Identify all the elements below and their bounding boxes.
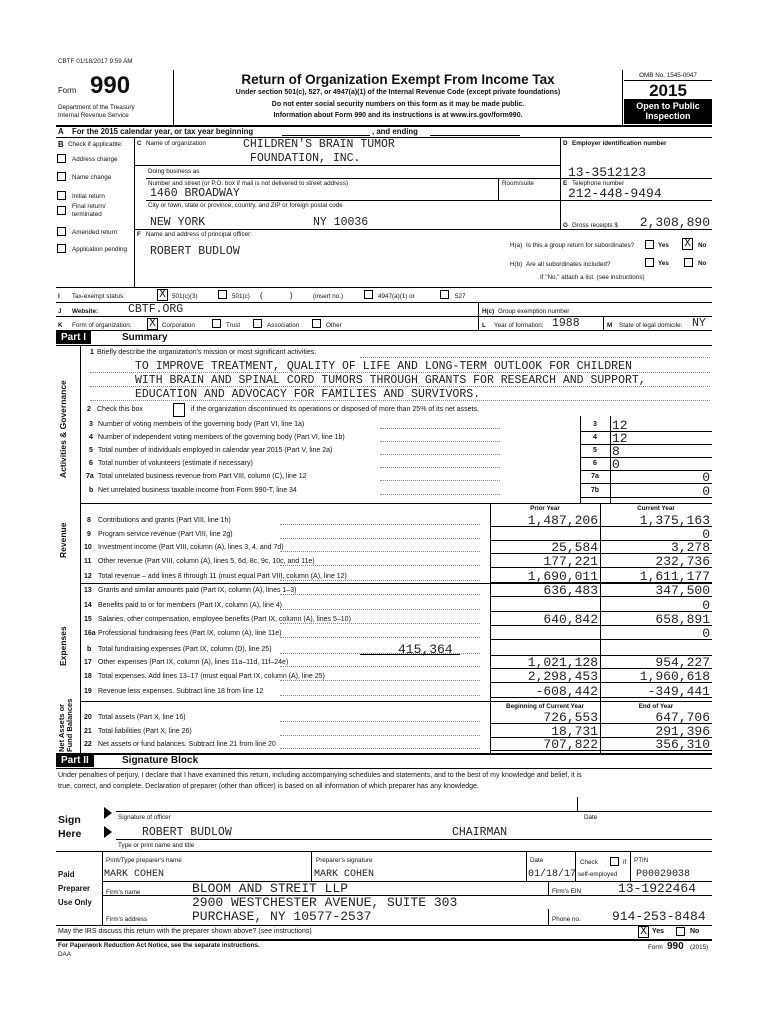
gov-line-value: 0 [612,457,620,472]
discuss-yes-label: Yes [652,928,665,935]
hb-note: If "No," attach a list. (see instructions) [540,274,645,281]
preparer-label: Preparer [58,884,91,893]
row-label: Professional fundraising fees (Part IX, column (A), line 11e) [98,630,282,637]
row-label: Contributions and grants (Part VIII, line 1h) [98,517,231,524]
part1-title: Summary [122,332,168,343]
city: NEW YORK [150,216,206,229]
beginning-year-header: Beginning of Current Year [506,703,584,710]
gov-line-value: 0 [702,470,710,485]
form-number: 990 [90,72,131,99]
other-checkbox[interactable] [312,319,321,328]
check-if-applicable: Check if applicable: [68,141,123,148]
gov-line-box: 6 [593,460,597,467]
form-subtitle: Under section 501(c), 527, or 4947(a)(1) of the Internal Revenue Code (except private foundations) [235,89,561,96]
paid-label: Paid [58,870,75,879]
firm-ein: 13-1922464 [618,881,697,896]
domicile-label: State of legal domicile: [619,322,683,329]
form-label: Form [58,86,77,95]
gov-line-num: b [89,487,94,494]
perjury-line-1: Under penalties of perjury, I declare that I have examined this return, including accompanying schedules and statements, and to the best of my knowledge and belief, it is [58,772,582,779]
prior-year-value: 1,021,128 [527,655,598,670]
part1-tag: Part I [56,331,91,344]
final-return-label: Final return/ [72,203,106,210]
gov-line-text: Number of voting members of the governing body (Part VI, line 1a) [98,421,305,428]
row-num: 22 [84,741,92,748]
website-value: CBTF.ORG [128,303,184,316]
mission-line-1: TO IMPROVE TREATMENT, QUALITY OF LIFE AND LONG-TERM OUTLOOK FOR CHILDREN [135,360,632,373]
preparer-signature: MARK COHEN [314,869,375,880]
hb-no-label: No [698,260,707,267]
row-label: Benefits paid to or for members (Part IX, column (A), line 4) [98,602,283,609]
box-b-label: B [58,140,64,149]
year-formation-label: Year of formation: [494,322,544,329]
ha-yes-checkbox[interactable] [645,240,654,249]
prior-year-header: Prior Year [530,505,560,512]
group-exemption-label: Group exemption number [498,308,570,315]
prior-year-value: 640,842 [543,612,598,627]
prior-year-value: 18,731 [551,724,598,739]
paren-close: ) [290,291,293,300]
amended-return-label: Amended return [72,229,118,236]
subordinates-question: Are all subordinates included? [526,261,611,268]
paperwork-notice: For Paperwork Reduction Act Notice, see the separate instructions. [58,942,260,949]
current-year-value: 356,310 [655,737,710,752]
org-name-line2: FOUNDATION, INC. [250,152,361,165]
self-employed-checkbox[interactable] [610,857,619,866]
4947-label: 4947(a)(1) or [378,293,415,300]
row-label: Other revenue (Part VIII, column (A), lines 5, 6d, 8c, 9c, 10c, and 11e) [98,558,315,565]
preparer-phone: 914-253-8484 [612,909,706,924]
firm-address-line2: PURCHASE, NY 10577-2537 [192,909,372,924]
current-year-value: 232,736 [655,554,710,569]
box-f-label: F [137,231,141,238]
here-label: Here [58,828,82,840]
row-label: Grants and similar amounts paid (Part IX, column (A), lines 1–3) [98,587,297,594]
type-name-label: Type or print name and title [118,842,195,849]
omb-number: OMB No. 1545-0047 [639,72,697,79]
gov-line-box: 7b [590,487,600,494]
row-num: 14 [84,602,92,609]
gov-line-box: 7a [591,473,599,480]
print-stamp: CBTF 01/18/2017 9:59 AM [58,58,133,65]
prior-year-value: 25,584 [551,540,598,555]
irs-label: Internal Revenue Service [58,112,129,119]
instructions-link: Information about Form 990 and its instructions is at www.irs.gov/form990. [273,112,523,119]
phone-value: 212-448-9494 [568,186,662,201]
ha-tag: H(a) [510,242,523,249]
ha-no-checkbox[interactable]: X [682,238,693,250]
mission-line-3: EDUCATION AND ADVOCACY FOR FAMILIES AND SURVIVORS. [135,388,481,401]
box-g-label: G [563,222,568,229]
gov-line-value: 0 [702,484,710,499]
association-checkbox[interactable] [253,319,262,328]
row-label: Revenue less expenses. Subtract line 18 from line 12 [98,688,264,695]
gov-line-text: Net unrelated business taxable income from Form 990-T, line 34 [98,487,297,494]
row-num: 9 [87,531,91,538]
firm-name: BLOOM AND STREIT LLP [192,881,349,896]
gov-line-num: 5 [89,447,93,454]
website-label: Website: [72,308,99,315]
sign-date-label: Date [584,814,598,821]
part2-title: Signature Block [122,755,199,766]
amended-return-checkbox[interactable] [57,227,66,236]
row-label: Investment income (Part VIII, column (A), lines 3, 4, and 7d) [98,544,284,551]
4947-checkbox[interactable] [364,290,373,299]
gov-line-text: Total unrelated business revenue from Part VIII, column (C), line 12 [98,473,307,480]
current-year-header: Current Year [637,505,675,512]
inspection: Inspection [645,111,691,121]
self-employed-label: self-employed [578,871,618,878]
street-address: 1460 BROADWAY [150,187,240,200]
current-year-value: 1,375,163 [639,513,710,528]
footer-form-year: (2015) [690,944,709,951]
row-num: 10 [84,544,92,551]
sign-arrow-1-icon [104,807,112,819]
hc-tag: H(c) [482,308,495,315]
hb-yes-checkbox[interactable] [645,258,654,267]
side-net-assets: Net Assets or Fund Balances [57,698,74,752]
prior-year-value: 177,221 [543,554,598,569]
row-num: 20 [84,714,92,721]
footer-form-word: Form [648,944,663,951]
preparer-name: MARK COHEN [104,869,165,880]
row-label: Total revenue – add lines 8 through 11 (must equal Part VIII, column (A), line 12) [98,573,347,580]
side-revenue: Revenue [58,522,68,558]
row-label: Total expenses. Add lines 13–17 (must equal Part IX, column (A), line 25) [98,673,325,680]
row-num: b [87,646,92,653]
phone-label: Telephone number [572,180,625,187]
principal-officer-label: Name and address of principal officer: [146,231,252,238]
row-label: Other expenses (Part IX, column (A), lines 11a–11d, 11f–24e) [98,659,289,666]
prior-year-value: 636,483 [543,583,598,598]
mission-line-2: WITH BRAIN AND SPINAL CORD TUMORS THROUGH GRANTS FOR RESEARCH AND SUPPORT, [135,374,646,387]
corporation-label: Corporation [162,322,195,329]
preparer-date-label: Date [530,857,544,864]
ha-no-label: No [698,242,707,249]
line-l-label: L [482,322,486,329]
firm-address-line1: 2900 WESTCHESTER AVENUE, SUITE 303 [192,895,458,910]
line1-num: 1 [90,349,94,356]
daa-label: DAA [58,951,71,958]
discuss-no-label: No [690,928,700,935]
line-j-label: J [58,308,62,315]
address-change-checkbox[interactable] [57,154,66,163]
current-year-value: 658,891 [655,612,710,627]
row-num: 18 [84,673,92,680]
box-c-label: C [137,140,142,147]
row-num: 15 [84,616,92,623]
org-form-label: Form of organization: [72,322,132,329]
row-num: 11 [84,558,92,565]
current-year-value: 291,396 [655,724,710,739]
gross-receipts-label: Gross receipts $ [572,222,618,229]
row-label: Net assets or fund balances. Subtract line 21 from line 20 [98,741,276,748]
discontinued-checkbox[interactable] [173,403,185,417]
gov-line-box: 5 [593,447,597,454]
preparer-sig-label: Preparer's signature [316,857,373,864]
ssn-warning: Do not enter social security numbers on this form as it may be made public. [271,101,525,108]
discuss-question: May the IRS discuss this return with the preparer shown above? (see instructions) [58,928,312,935]
current-year-value: 647,706 [655,710,710,725]
side-expenses: Expenses [58,626,68,666]
year-formation: 1988 [552,317,580,330]
side-governance: Activities & Governance [58,380,68,478]
row-label: Total fundraising expenses (Part IX, column (D), line 25) [98,646,272,653]
dept-treasury: Department of the Treasury [58,104,135,111]
line2-text-b: if the organization discontinued its operations or disposed of more than 25% of its net assets. [191,406,479,413]
corporation-checkbox[interactable]: X [147,318,158,330]
ein-value: 13-3512123 [568,165,647,180]
prior-year-value: 726,553 [543,710,598,725]
current-year-value: 347,500 [655,583,710,598]
gov-line-box: 4 [593,434,597,441]
preparer-name-label: Print/Type preparer's name [106,857,182,864]
other-label: Other [326,322,342,329]
principal-officer: ROBERT BUDLOW [150,245,240,258]
prior-year-value: 1,690,011 [527,569,598,584]
city-label: City or town, state or province, country, and ZIP or foreign postal code [148,202,343,209]
officer-name: ROBERT BUDLOW [142,826,232,839]
initial-return-checkbox[interactable] [57,191,66,200]
end-year-header: End of Year [638,703,674,710]
prior-year-value: 1,487,206 [527,513,598,528]
line1-text: Briefly describe the organization's mission or most significant activities: [97,349,317,356]
ptin-label: PTIN [634,857,649,864]
gov-line-num: 3 [89,421,93,428]
sign-arrow-2-icon [104,826,112,838]
current-year-value: 0 [702,626,710,641]
domicile-state: NY [692,317,706,330]
state-zip: NY 10036 [313,216,369,229]
line-a-text: For the 2015 calendar year, or tax year beginning [72,127,254,136]
527-checkbox[interactable] [440,290,449,299]
use-only-label: Use Only [58,898,92,907]
application-pending-label: Application pending [72,246,127,253]
current-year-value: 0 [702,527,710,542]
ha-yes-label: Yes [658,242,669,249]
firm-ein-label: Firm's EIN [552,888,582,895]
officer-title: CHAIRMAN [452,826,508,839]
initial-return-label: Initial return [72,193,105,200]
row-label: Total assets (Part X, line 16) [98,714,186,721]
501c-label: 501(c) [232,293,250,300]
row-num: 21 [84,728,92,735]
room-suite-label: Room/suite [502,180,534,187]
if-label: if [623,859,627,866]
line-k-label: K [58,322,63,329]
prior-year-value: -608,442 [535,684,598,699]
hb-tag: H(b) [510,261,523,268]
tax-exempt-status-label: Tax-exempt status: [72,293,125,300]
current-year-value: 0 [702,598,710,613]
prior-year-value: 2,298,453 [527,669,598,684]
org-name-line1: CHILDREN'S BRAIN TUMOR [243,138,395,151]
row-label: Total liabilities (Part X, line 26) [98,728,192,735]
group-return-question: Is this a group return for subordinates? [526,242,635,249]
check-label: Check [580,859,598,866]
trust-label: Trust [226,322,241,329]
527-label: 527 [455,293,466,300]
gross-receipts: 2,308,890 [639,215,710,230]
dba-label: Doing business as [148,168,200,175]
perjury-line-2: true, correct, and complete. Declaration of preparer (other than officer) is based on all information of which preparer has any knowledge. [58,783,479,790]
footer-form-number: 990 [667,941,684,952]
gov-line-text: Total number of individuals employed in calendar year 2015 (Part V, line 2a) [98,447,333,454]
name-change-label: Name change [72,174,112,181]
current-year-value: 1,611,177 [639,569,710,584]
hb-no-checkbox[interactable] [684,258,693,267]
association-label: Association [267,322,300,329]
row-num: 8 [87,517,91,524]
terminated-label: terminated [72,211,102,218]
prior-year-value: 707,822 [543,737,598,752]
line2-text-a: Check this box [97,406,143,413]
name-change-checkbox[interactable] [57,172,66,181]
row-num: 17 [84,659,92,666]
501c3-label: 501(c)(3) [172,293,198,300]
street-label: Number and street (or P.O. box if mail is not delivered to street address) [148,180,349,187]
gov-line-num: 4 [89,434,93,441]
application-pending-checkbox[interactable] [57,244,66,253]
row-label: Program service revenue (Part VIII, line 2g) [98,531,233,538]
paren-open: ( [260,291,263,300]
final-return-checkbox[interactable] [57,206,66,215]
row-num: 12 [84,573,92,580]
discuss-no-checkbox[interactable] [676,927,685,936]
signature-officer-label[interactable]: Signature of officer [118,814,171,821]
insert-no-label: (insert no.) [313,293,344,300]
part2-tag: Part II [56,754,94,767]
row-num: 19 [84,688,92,695]
ein-label: Employer identification number [572,140,667,147]
hb-yes-label: Yes [658,260,669,267]
current-year-value: 3,278 [670,540,710,555]
gov-line-text: Number of independent voting members of the governing body (Part VI, line 1b) [98,434,345,441]
gov-line-box: 3 [593,421,597,428]
gov-line-value: 12 [612,431,628,446]
row-num: 13 [84,587,92,594]
line-a-ending: , and ending [372,127,418,136]
address-change-label: Address change [72,156,118,163]
gov-line-value: 12 [612,418,628,433]
box-d-label: D [563,140,568,147]
box-e-label: E [563,180,568,187]
fundraising-expenses-value: 415,364 [398,642,453,657]
501c-checkbox[interactable] [218,290,227,299]
row-num: 16a [84,630,96,637]
gov-line-text: Total number of volunteers (estimate if necessary) [98,460,253,467]
current-year-value: 954,227 [655,655,710,670]
org-name-label: Name of organization [146,140,206,147]
gov-line-num: 7a [86,473,94,480]
preparer-ptin: P00029038 [636,869,691,880]
line2-num: 2 [87,406,91,413]
gov-line-num: 6 [89,460,93,467]
sign-label: Sign [58,814,81,826]
trust-checkbox[interactable] [212,319,221,328]
501c3-checkbox[interactable]: X [157,289,168,301]
form-title: Return of Organization Exempt From Income Tax [241,72,555,87]
line-i-label: I [58,293,60,300]
open-public: Open to Public [636,101,700,111]
discuss-yes-checkbox[interactable]: X [638,926,649,938]
row-label: Salaries, other compensation, employee benefits (Part IX, column (A), lines 5–10) [98,616,351,623]
current-year-value: 1,960,618 [639,669,710,684]
line-m-label: M [607,322,613,329]
current-year-value: -349,441 [647,684,710,699]
phone-no-label: Phone no. [552,916,581,923]
firm-address-label: Firm's address [106,916,148,923]
tax-year: 2015 [649,81,687,100]
preparer-date: 01/18/17 [528,869,577,880]
line-a-label: A [58,127,64,136]
gov-line-value: 8 [612,444,620,459]
firm-name-label: Firm's name [106,889,141,896]
